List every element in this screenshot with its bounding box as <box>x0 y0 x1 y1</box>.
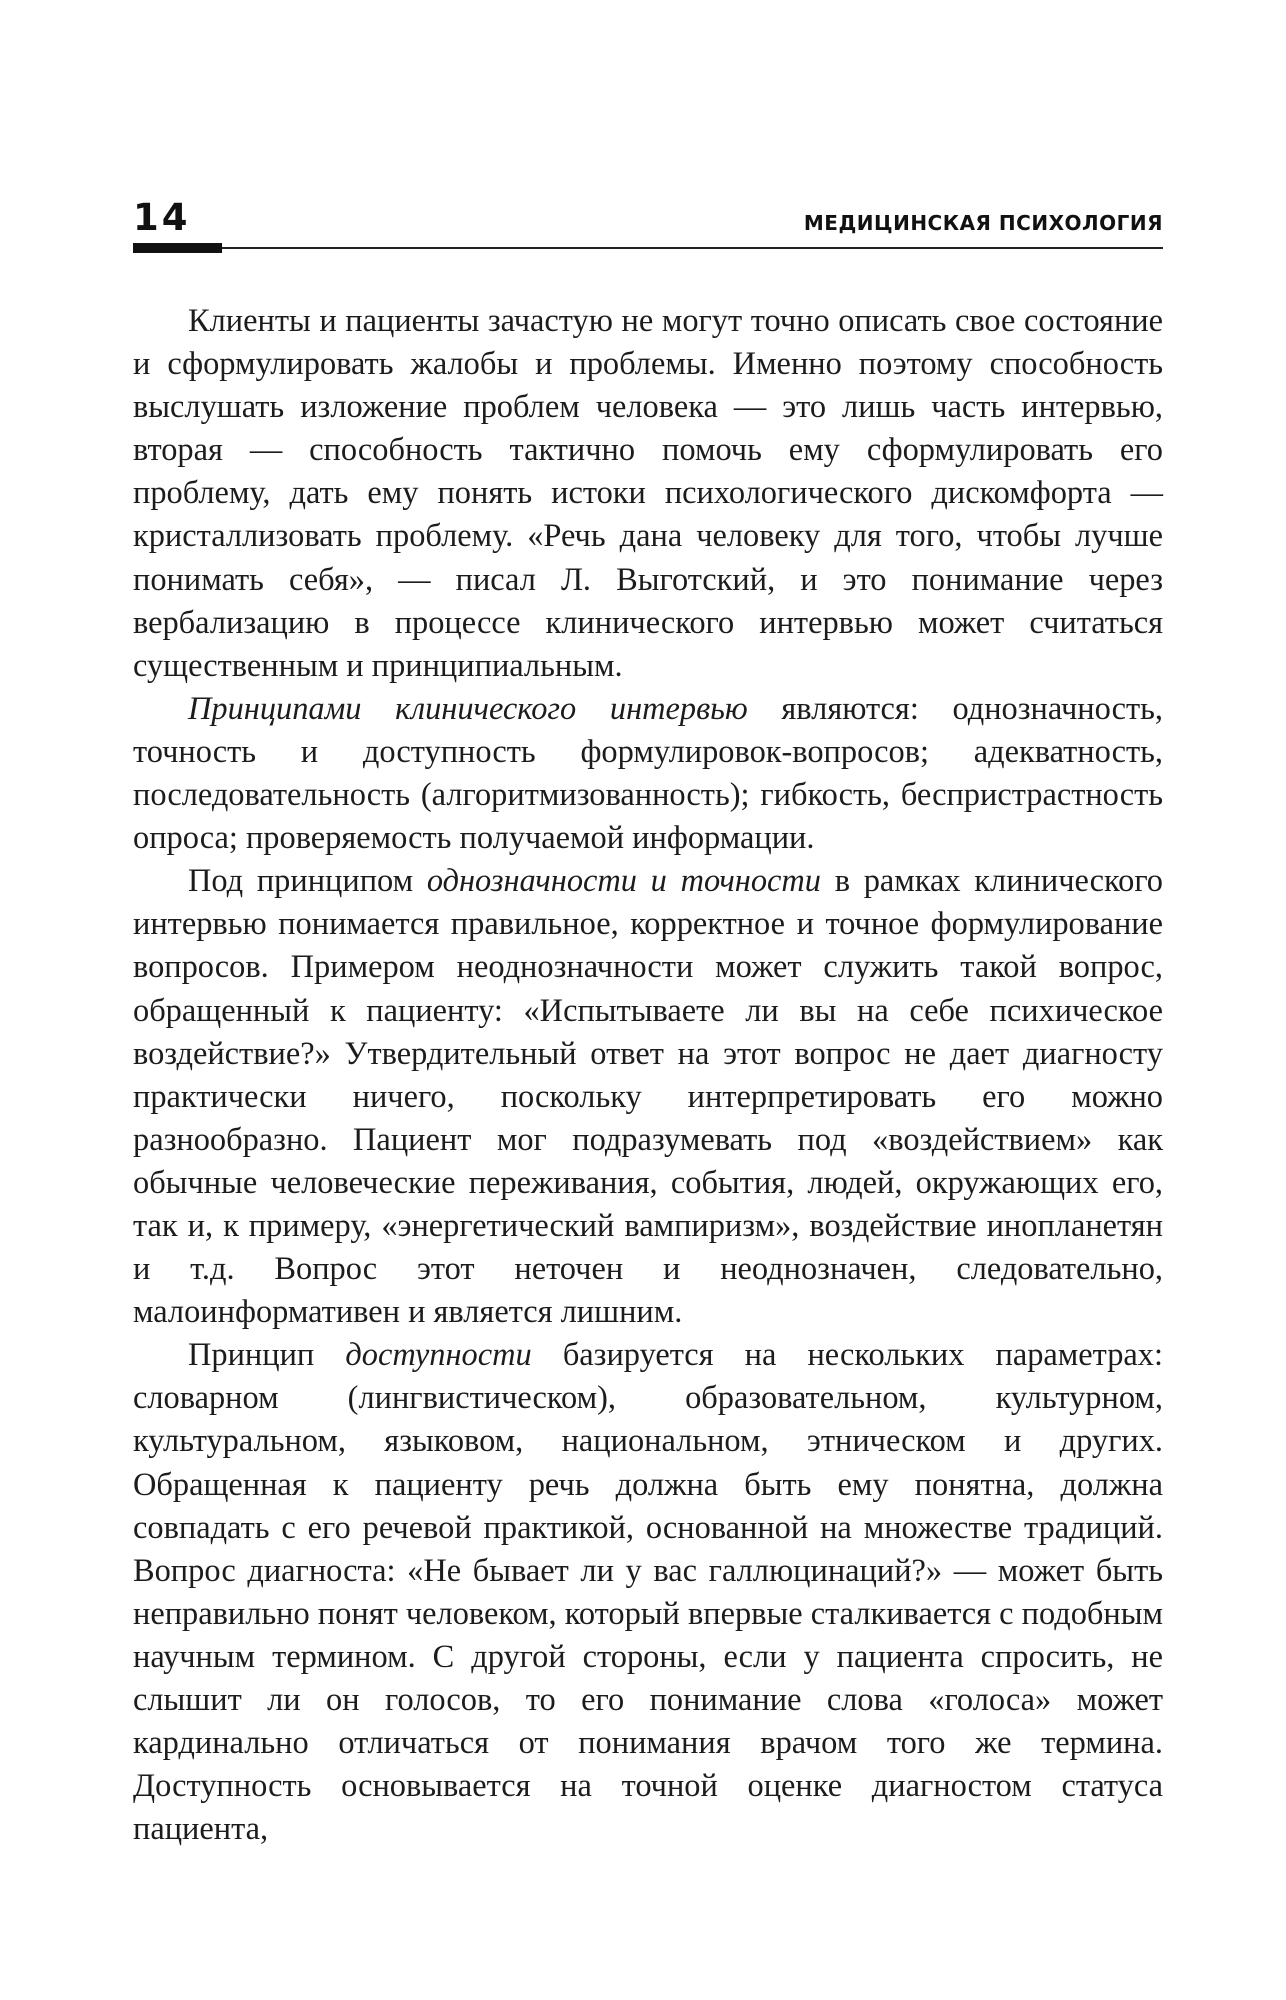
paragraph-1-text: Клиенты и пациенты зачастую не могут точно описать свое состояние и сформулировать жалобы и проблемы. Именно поэтому способность выслушать изложение проблем человека — это лишь часть интервью, вторая — способность тактично помочь ему сформулировать его проблему, дать ему понять истоки психологического дискомфорта — кристаллизовать проблему. «Речь дана человеку для того, чтобы лучше понимать себя», — писал Л. Выготский, и это понимание через вербализацию в процессе клинического интервью может считаться существенным и принципиальным. <box>133 303 1163 684</box>
page-header <box>133 196 1163 260</box>
paragraph-4-italic-term: доступности <box>345 1337 532 1374</box>
paragraph-2-italic-term: Принципами клинического интервью <box>188 690 748 727</box>
paragraph-4-before: Принцип <box>188 1337 346 1374</box>
header-rule-accent <box>133 243 222 253</box>
paragraph-4 <box>133 1334 1163 1851</box>
paragraph-3-after: в рамках клинического интервью понимается правильное, корректное и точное формулирование вопросов. Примером неоднозначности может служить такой вопрос, обращенный к пациенту: «Испытываете ли вы на себе психическое воздействие?» Утвердительный ответ на этот вопрос не дает диагносту практически ничего, поскольку интерпретировать его можно разнообразно. Пациент мог подразумевать под «воздействием» как обычные человеческие переживания, события, людей, окружающих его, так и, к примеру, «энергетический вампиризм», воздействие инопланетян и т.д. Вопрос этот неточен и неоднозначен, следовательно, малоинформативен и является лишним. <box>133 863 1164 1331</box>
paragraph-2-text: являются: однозначность, точность и доступность формулировок-вопросов; адекватность, последовательность (алгоритмизованность); гибкость, беспристрастность опроса; проверяемость получаемой информации. <box>133 690 1163 857</box>
paragraph-3-italic-term: однозначности и точности <box>426 863 821 900</box>
header-rule <box>133 247 1163 249</box>
body-text <box>133 300 1163 1851</box>
paragraph-4-after: базируется на нескольких параметрах: словарном (лингвистическом), образовательном, культурном, культуральном, языковом, национальном, этническом и других. Обращенная к пациенту речь должна быть ему понятна, должна совпадать с его речевой практикой, основанной на множестве традиций. Вопрос диагноста: «Не бывает ли у вас галлюцинаций?» — может быть неправильно понят человеком, который впервые сталкивается с подобным научным термином. С другой стороны, если у пациента спросить, не слышит ли он голосов, то его понимание слова «голоса» может кардинально отличаться от понимания врачом того же термина. Доступность основывается на точной оценке диагностом статуса пациента, <box>133 1337 1163 1848</box>
paragraph-3 <box>133 860 1163 1334</box>
running-title: МЕДИЦИНСКАЯ ПСИХОЛОГИЯ <box>803 211 1163 235</box>
paragraph-3-before: Под принципом <box>188 863 427 900</box>
paragraph-2 <box>133 688 1163 860</box>
paragraph-1 <box>133 300 1163 688</box>
page-number: 14 <box>133 196 191 239</box>
